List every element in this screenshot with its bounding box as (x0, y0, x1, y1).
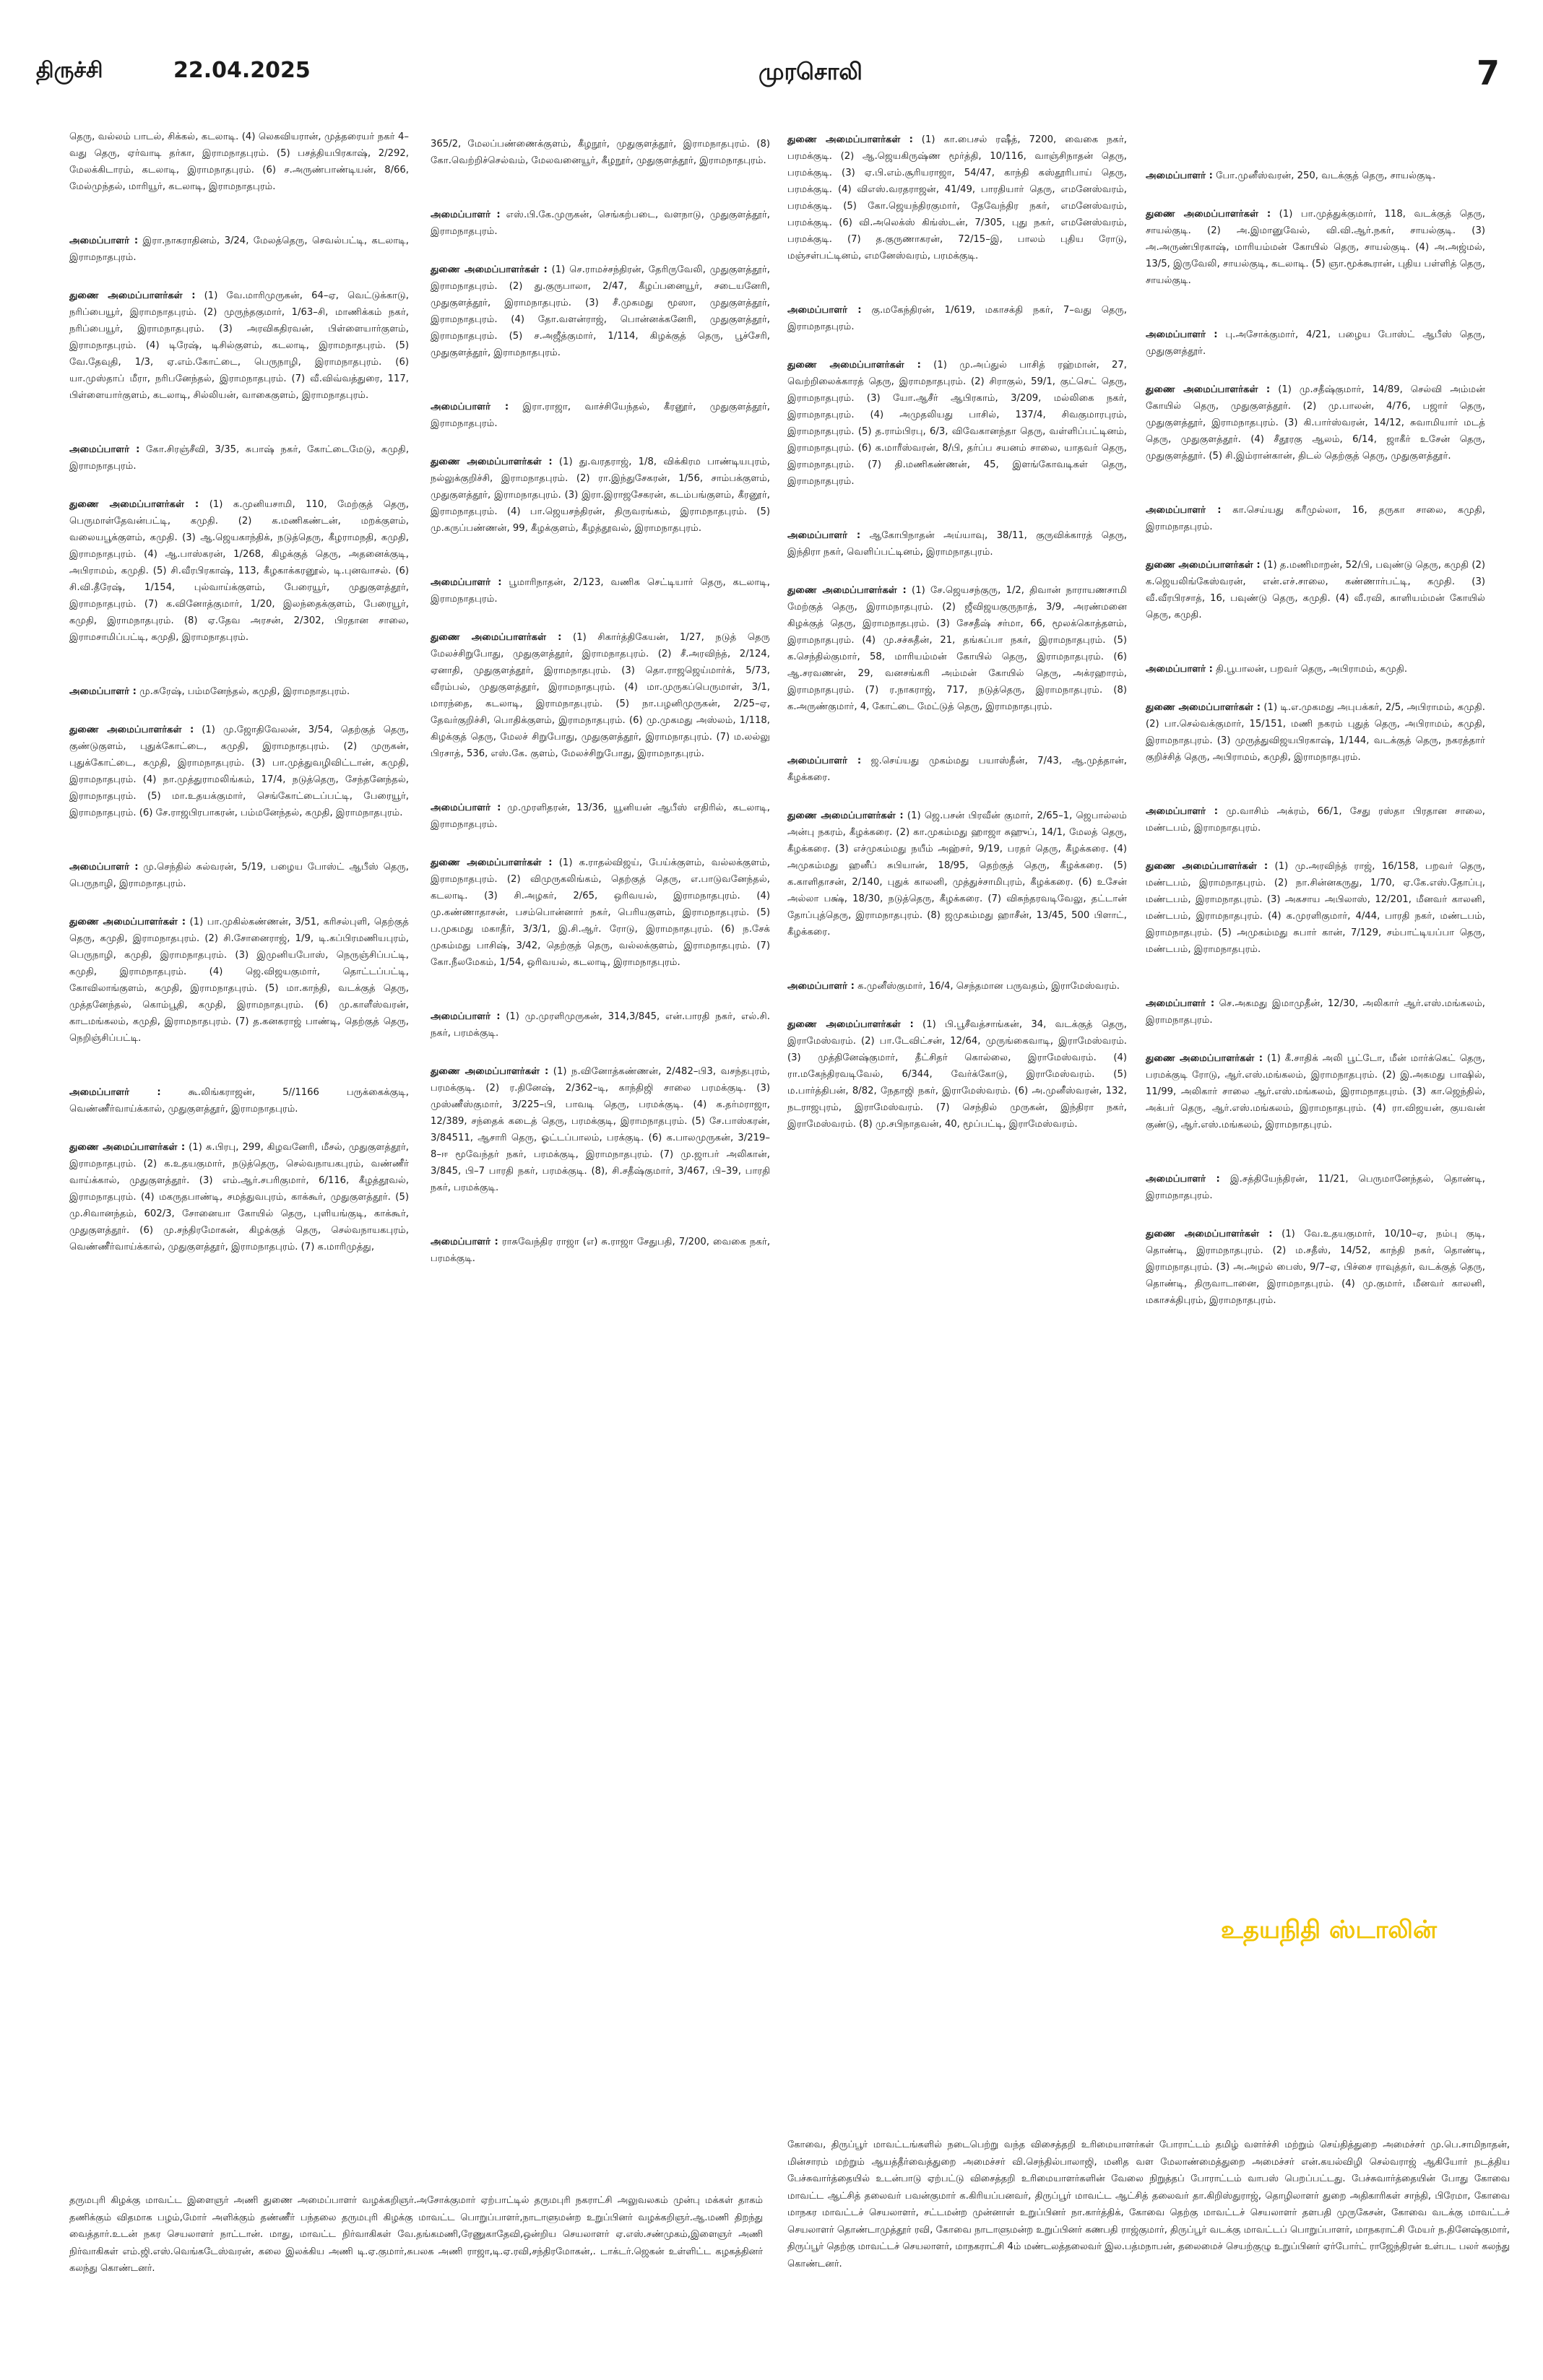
listing-paragraph: துணை அமைப்பாளர்கள் : (1) ந.வினோத்கண்ணன், 2/482–பி3, வசந்தபுரம், பரமக்குடி. (2) ர.தினேஷ், 2/362–டி, காந்திஜி சாலை பரமக்குடி. (3) முஸ்ணீஸ்குமார், 3/225–பி, பாவடி தெரு, பரமக்குடி. (4) க.தர்மராஜா, 12/389, சந்தைக் கடைத் தெரு, பரமக்குடி, இராமநாதபுரம். (5) சே.பாஸ்கரன், 3/84511, ஆசாரி தெரு, ஓட்டப்பாலம், பரக்குடி. (6) க.பாலமுருகன், 3/219–8–ஈ மூவேந்தர் நகர், பரமக்குடி, இராமநாதபுரம். (7) மு.ஜாபர் அலிகான், 3/845, பி–7 பாரதி நகர், பரமக்குடி. (8), சி.சதீஷ்குமார், 3/467, பி–39, பாரதி நகர், பரமக்குடி. (431, 1066, 770, 1193)
listing-paragraph: துணை அமைப்பாளர்கள் : (1) சிகார்த்திகேயன், 1/27, நடுத் தெரு மேலச்சிறுபோது, முதுகுளத்தூர், இராமநாதபுரம். (2) சீ.அரவிந்த், 2/124, ஏனாதி, முதுகுளத்தூர், இராமநாதபுரம். (3) தொ.ராஜஜெய்மார்க், 5/73, வீரம்பல், முதுகுளத்தூர், இராமநாதபுரம். (4) மா.முருகப்பெருமாள், 3/1, மாரந்தை, கடலாடி, இராமநாதபுரம். (5) நா.பழனிமுருகன், 2/25–ஏ, தேவர்குறிச்சி, பொதிக்குளம், இராமநாதபுரம். (6) மு.முகமது அஸ்லம், 1/118, கிழக்குத் தெரு, மேலச் சிறுபோது, முதுகுளத்தூர், இராமநாதபுரம். (7) ம.லல்லு பிரசாத், 536, எஸ்.கே. குளம், மேலச்சிறுபோது, இராமநாதபுரம். (431, 632, 770, 759)
listing-paragraph: அமைப்பாளர் : மு.வாசிம் அக்ரம், 66/1, சேது ரஸ்தா பிரதான சாலை, மண்டபம், இராமநாதபுரம். (1146, 806, 1486, 834)
listing-paragraph: துணை அமைப்பாளர்கள் : (1) பா.முத்துக்குமார், 118, வடக்குத் தெரு, சாயல்குடி. (2) அ.இமானுவேல், வி.வி.ஆர்.நகர், சாயல்குடி. (3) அ.அருண்பிரகாஷ், மாரியம்மன் கோயில் தெரு, சாயல்குடி. (4) அ.அஜ்மல், 13/5, இருவேலி, சாயல்குடி, கடலாடி. (5) ஞா.மூக்கூரான், புதிய பள்ளித் தெரு, சாயல்குடி. (1146, 209, 1486, 286)
listing-paragraph: அமைப்பாளர் : ராசுவேந்திர ராஜா (எ) சு.ராஜா சேதுபதி, 7/200, வைகை நகர், பரமக்குடி. (431, 1237, 771, 1264)
listing-paragraph: அமைப்பாளர் : ஜ.செய்யது முகம்மது பயாஸ்தீன், 7/43, ஆ.முத்தான், கீழக்கரை. (787, 756, 1128, 783)
listing-paragraph: துணை அமைப்பாளர்கள் : (1) கா.பைசல் ரஷீத், 7200, வைகை நகர், பரமக்குடி. (2) ஆ.ஜெயகிருஷ்ண மூர்த்தி, 10/116, வாஞ்சிநாதன் தெரு, பரமக்குடி. (3) ஏ.பி.எம்.சூரியராஜா, 54/47, காந்தி கஸ்தூரிபாய் தெரு, பரமக்குடி. (4) விஎஸ்.வரதராஜன், 41/49, பாரதியார் தெரு, எமனேஸ்வரம், பரமக்குடி. (5) கோ.ஜெயந்திரகுமார், தேவேந்திர நகர், எமனேஸ்வரம், பரமக்குடி. (6) வி.அலெக்ஸ் கிங்ஸ்டன், 7/305, புது நகர், எமனேஸ்வரம், பரமக்குடி. (7) த.குருணாகரன், 72/15–இ, பாலம் புதிய ரோடு, மஞ்சள்பட்டினம், எமனேஸ்வரம், பரமக்குடி. (787, 134, 1127, 261)
column-1 (69, 129, 409, 1264)
listing-paragraph: துணை அமைப்பாளர்கள் : (1) து.வரதராஜ், 1/8, விக்கிரம பாண்டியபுரம், நல்லுக்குறிச்சி, இராமநாதபுரம். (2) ரா.இந்துசேகரன், 1/56, சாம்பக்குளம், முதுகுளத்தூர், இராமநாதபுரம். (3) இரா.இராஜசேகரன், கடம்பங்குளம், கீரனூர், இராமநாதபுரம். (4) பா.ஜெயசந்திரன், திருவரங்கம், இராமநாதபுரம். (5) மு.கருப்பண்ணன், 99, கீழக்குளம், கீழத்தூவல், இராமநாதபுரம். (431, 456, 770, 534)
listing-paragraph: 365/2, மேலப்பண்ணைக்குளம், கீழநூர், முதுகுளத்தூர், இராமநாதபுரம். (8) கோ.வெற்றிச்செல்வம், மேலவனையூர், கீழநூர், முதுகுளத்தூர், இராமநாதபுரம். (431, 139, 770, 166)
listing-paragraph: துணை அமைப்பாளர்கள் : (1) வே.உதயகுமார், 10/10–ஏ, நம்பு குடி, தொண்டி, இராமநாதபுரம். (2) ம.சதீஸ், 14/52, காந்தி நகர், தொண்டி, இராமநாதபுரம். (3) அ.அழல் பைஸ், 9/7–ஏ, பிச்சை ராவுத்தர், வடக்குத் தெரு, தொண்டி, திருவாடானை, இராமநாதபுரம். (4) மு.குமார், மீனவர் காலனி, மகாசக்திபுரம், இராமநாதபுரம். (1146, 1229, 1485, 1306)
listing-paragraph: துணை அமைப்பாளர்கள் : (1) ஜெ.பசன் பிரவீன் குமார், 2/65–1, ஜெபால்லம் அன்பு நகரம், கீழக்கரை. (2) கா.முகம்மது ஹாஜா சுஹுப், 14/1, மேலத் தெரு, கீழக்கரை. (3) எச்முகம்மது நயீம் அஹ்சர், 9/19, பரதர் தெரு, கீழக்கரை. (4) அமுகம்மது ஹனீப் சுபியான், 18/95, தெற்குத் தெரு, கீழக்கரை. (5) க.காளிதாசன், 2/140, புதுக் காலனி, முத்துச்சாமிபுரம், கீழக்கரை. (6) உசேன் அல்லா பக்ஷ், 18/30, நடுத்தெரு, கீழக்கரை. (7) விசுந்தரவடிவேலு, தட்டான் தோப்புத்தெரு, இராமநாதபுரம். (8) ஜமுகம்மது ஹாசீன், 13/45, 500 பிளாட், கீழக்கரை. (787, 810, 1127, 938)
listing-paragraph: துணை அமைப்பாளர்கள் : (1) செ.ராமச்சந்திரன், தேரிருவேலி, முதுகுளத்தூர், இராமநாதபுரம். (2) து.குருபாலா, 2/47, கீழப்பனையூர், சடையனேரி, முதுகுளத்தூர், இராமநாதபுரம். (3) சீ.முகமது மூஸா, முதுகுளத்தூர், இராமநாதபுரம். (4) தோ.வளன்ராஜ், பொன்னக்கனேரி, முதுகுளத்தூர், இராமநாதபுரம். (5) ச.அஜீத்குமார், 1/114, கிழக்குத் தெரு, பூச்சேரி, முதுகுளத்தூர், இராமநாதபுரம். (431, 264, 770, 358)
listing-paragraph: துணை அமைப்பாளர்கள் : (1) க.ராதல்விஜய், பேய்க்குளம், வல்லக்குளம், இராமநாதபுரம். (2) விமுருகலிங்கம், தெற்குத் தெரு, எ.பாடுவனேந்தல், கடலாடி. (3) சி.அழகர், 2/65, ஒரிவயல், இராமநாதபுரம். (4) மு.கண்ணாதாசன், பசம்பொன்னார் நகர், பெரியகுளம், இராமநாதபுரம். (5) ப.முகமது மகாதீர், 3/3/1, இ.சி.ஆர். ரோடு, இராமநாதபுரம். (6) ந.சேக் முகம்மது பாசிஷ், 3/42, தெற்குத் தெரு, வல்லக்குளம், இராமநாதபுரம். (7) கோ.நீலமேகம், 1/54, ஒரிவயல், கடலாடி, இராமநாதபுரம். (431, 857, 771, 968)
listing-paragraph: துணை அமைப்பாளர்கள் : (1) சு.பிரபு, 299, கிழவனேரி, மீசல், முதுகுளத்தூர், இராமநாதபுரம். (2) க.உதயகுமார், நடுத்தெரு, செல்வநாயகபுரம், வண்ணீர் வாய்க்கால், முதுகுளத்தூர். (3) எம்.ஆர்.சபரிகுமார், 6/116, கீழத்தூவல், இராமநாதபுரம். (4) மகருதபாண்டி, சமத்துவபுரம், காக்கூர், முதுகுளத்தூர். (5) மு.சிவானந்தம், 602/3, சோனையா கோயில் தெரு, புளியங்குடி, காக்கூர், முதுகுளத்தூர். (6) மு.சந்திரமோகன், கிழக்குத் தெரு, செல்வநாயகபுரம், வெண்ணீர்வாய்க்கால், முதுகுளத்தூர், இராமநாதபுரம். (7) க.மாரிமுத்து, (69, 1142, 409, 1252)
listing-paragraph: அமைப்பாளர் : கா.செய்யது கரீமுல்லா, 16, தருகா சாலை, கமுதி, இராமநாதபுரம். (1146, 505, 1485, 532)
listing-paragraph: அமைப்பாளர் : கூ.லிங்கராஜன், 5//1166 பருக்கைக்குடி, வெண்ணீர்வாய்க்கால், முதுகுளத்தூர், இராமநாதபுரம். (69, 1087, 409, 1115)
signature: உதயநிதி ஸ்டாலின் (1221, 1916, 1437, 1944)
listing-paragraph: அமைப்பாளர் : மு.செந்தில் சுல்வரன், 5/19, பழைய போஸ்ட் ஆபீஸ் தெரு, பெருநாழி, இராமநாதபுரம். (69, 862, 409, 889)
listing-paragraph: அமைப்பாளர் : கு.மகேந்திரன், 1/619, மகாசக்தி நகர், 7–வது தெரு, இராமநாதபுரம். (787, 305, 1128, 332)
listing-paragraph: அமைப்பாளர் : எஸ்.பி.கே.முருகன், செங்கற்படை, வளநாடு, முதுகுளத்தூர், இராமநாதபுரம். (431, 209, 770, 237)
listing-paragraph: துணை அமைப்பாளர்கள் : (1) கீ.சாதிக் அலி பூட்டோ, மீன் மார்க்கெட் தெரு, பரமக்குடி ரோடு, ஆர்.எஸ்.மங்கலம், இராமநாதபுரம். (2) இ.அகமது பாஷில், 11/99, அலிகார் சாலை ஆர்.எஸ்.மங்கலம், இராமநாதபுரம். (3) கா.ஜெந்தில், அக்பர் தெரு, ஆர்.எஸ்.மங்கலம், இராமநாதபுரம். (4) ரா.விஜயன், குயவன் குண்டு, ஆர்.எஸ்.மங்கலம், இராமநாதபுரம். (1146, 1053, 1485, 1130)
masthead-city: திருச்சி (36, 58, 103, 83)
listing-paragraph: துணை அமைப்பாளர்கள் : (1) க.முனியசாமி, 110, மேற்குத் தெரு, பெருமாள்தேவன்பட்டி, கமுதி. (2) க.மணிகண்டன், மறக்குளம், வலையபூக்குளம், கமுதி. (3) ஆ.ஜெயகாந்திக், நடுத்தெரு, கீழராமநதி, கமுதி, இராமநாதபுரம். (4) ஆ.பாஸ்கரன், 1/268, கிழக்குத் தெரு, அதனைக்குடி, அபிராமம், கமுதி. (5) சி.வீரபிரகாஷ், 113, கீழகாக்கரனூல், டி.புனவாசல். (6) சி.வி.தீரேஷ், 1/154, புல்வாய்க்குளம், பேரையூர், முதுகுளத்தூர், இராமநாதபுரம். (7) க.வினோத்குமார், 1/20, இலந்தைக்குளம், பேரையூர், கமுதி, இராமநாதபுரம். (8) ஏ.தேவ அரசன், 2/302, பிரதான சாலை, இராமசாமிப்பட்டி, கமுதி, இராமநாதபுரம். (69, 499, 410, 643)
listing-paragraph: அமைப்பாளர் : இரா.ராஜா, வாச்சியேந்தல், கீரனூர், முதுகுளத்தூர், இராமநாதபுரம். (431, 402, 770, 429)
listing-paragraph: அமைப்பாளர் : பு.அசோக்குமார், 4/21, பழைய போஸ்ட் ஆபீஸ் தெரு, முதுகுளத்தூர். (1146, 329, 1485, 357)
photo-caption-left: தருமபுரி கிழக்கு மாவட்ட இளைஞர் அணி துணை அமைப்பாளர் வழக்கறிஞர்.அசோக்குமார் ஏற்பாட்டில் தருமபுரி நகராட்சி அலுவலகம் முன்பு மக்கள் தாகம் தணிக்கும் விதமாக பழம்,மோர் அளிக்கும் தண்ணீர் பந்தலை தருமபுரி கிழக்கு மாவட்ட பொறுப்பாளர்,நாடாளுமன்ற உறுப்பினர் வழக்கறிஞர்.ஆ.மணி திறந்து வைத்தார்.உடன் நகர செயலாளர் நாட்டான். மாது, மாவட்ட நிர்வாகிகள் வே.தங்கமணி,ரேணுகாதேவி,ஒன்றிய செயலாளர் ஏ.எஸ்.சண்முகம்,இளைஞர் அணி நிர்வாகிகள் எம்.ஜி.எஸ்.வெங்கடேஸ்வரன், கலை இலக்கிய அணி டி.ஏ.குமார்,சுபலக அணி ராஜா,டி.ஏ.ரவி,சந்திரமோகன்,. டாக்டர்.ஜெகன் உள்ளிட்ட கழகத்தினர் கலந்து கொண்டனர். (69, 2195, 763, 2274)
listing-paragraph: அமைப்பாளர் : பூமாரிநாதன், 2/123, வணிக செட்டியார் தெரு, கடலாடி, இராமநாதபுரம். (431, 577, 770, 605)
listing-paragraph: துணை அமைப்பாளர்கள் : (1) பா.முகில்கண்ணன், 3/51, கரிசல்புளி, தெற்குத் தெரு, கமுதி, இராமநாதபுரம். (2) சி.சோனைராஜ், 1/9, டி.கப்பிரமணியபுரம், பெருநாழி, கமுதி, இராமநாதபுரம். (3) இமுனியபோஸ், நெருஞ்சிப்பட்டி, கமுதி, இராமநாதபுரம். (4) ஜெ.விஜயகுமார், தொட்டப்பட்டி, கோவிலாங்குளம், கமுதி, இராமநாதபுரம். (5) மா.காந்தி, வடக்குத் தெரு, முத்தனேந்தல், கொம்பூதி, கமுதி, இராமநாதபுரம். (6) மு.காளீஸ்வரன், காடமங்கலம், கமுதி, இராமநாதபுரம். (7) த.கனகராஜ் பாண்டி, தெற்குத் தெரு, நெறிஞ்சிப்பட்டி. (69, 917, 409, 1044)
listing-paragraph: துணை அமைப்பாளர்கள் : (1) வே.மாரிமுருகன், 64–ஏ, வெட்டுக்காடு, நரிப்பையூர், இராமநாதபுரம். (2) முருந்தகுமார், 1/63–சி, மாணிக்கம் நகர், நரிப்பையூர், இராமநாதபுரம். (3) அரவிகதிரவன், பிள்ளையார்குளம், இராமநாதபுரம். (4) டிரேஷ், டிசில்குளம், கடலாடி, இராமநாதபுரம். (5) வே.தேவுதி, 1/3, ஏ.எம்.கோட்டை, பெருநாழி, இராமநாதபுரம். (6) யா.முஸ்தாப் மீரா, நரிபனேந்தல், இராமநாதபுரம். (7) வீ.விவ்வத்துரை, 117, பிள்ளையார்குளம், கடலாடி, சில்லியன், வாகைகுளம், இராமநாதபுரம். (69, 290, 409, 401)
listing-paragraph: அமைப்பாளர் : மு.முரளிதரன், 13/36, யூனியன் ஆபீஸ் எதிரில், கடலாடி, இராமநாதபுரம். (431, 802, 770, 830)
listing-paragraph: அமைப்பாளர் : க.முனீஸ்குமார், 16/4, செந்தமான பருவதம், இராமேஸ்வரம். (787, 981, 1120, 992)
listing-paragraph: துணை அமைப்பாளர்கள் : (1) சே.ஜெயசந்குரு, 1/2, திவான் நாராயணசாமி மேற்குத் தெரு, இராமநாதபுரம். (2) ஜீவிஜயகுருநாத், 3/9, அரண்மனை கிழக்குத் தெரு, இராமநாதபுரம். (3) சேசதீஷ் சர்மா, 66, மூலக்கொத்தளம், இராமநாதபுரம். (4) மு.சச்சுதீன், 21, தங்கப்பா நகர், இராமநாதபுரம். (5) க.செந்தில்குமார், 58, மாரியம்மன் கோயில் தெரு, இராமநாதபுரம். (6) ஆ.சரவணன், 29, வனசங்கரி அம்மன் கோயில் தெரு, அக்ரஹாரம், இராமநாதபுரம். (7) ர.நாகராஜ், 717, நடுத்தெரு, இராமநாதபுரம். (8) க.அருண்குமார், 4, கோட்டை மேட்டுத் தெரு, இராமநாதபுரம். (787, 585, 1127, 712)
masthead-date: 22.04.2025 (173, 58, 311, 83)
listing-paragraph: துணை அமைப்பாளர்கள் : (1) டி.எ.முகமது அபுபக்கர், 2/5, அபிராமம், கமுதி. (2) பா.செல்வக்குமார், 15/151, மணி நகரம் புதுத் தெரு, அபிராமம், கமுதி, இராமநாதபுரம். (3) முருத்துவிஜயபிரகாஷ், 1/144, வடக்குத் தெரு, நகரத்தார் குறிச்சித் தெரு, அபிராமம், கமுதி, இராமநாதபுரம். (1146, 702, 1486, 763)
page-number: 7 (1476, 53, 1500, 92)
masthead (36, 53, 1507, 97)
listing-paragraph: துணை அமைப்பாளர்கள் : (1) மு.சதீஷ்குமார், 14/89, செல்வி அம்மன் கோயில் தெரு, முதுகுளத்தூர். (2) மு.பாலன், 4/76, பஜார் தெரு, முதுகுளத்தூர், இராமநாதபுரம். (3) கி.பார்ஸ்வரன், 14/12, சுவாமியார் மடத் தெரு, முதுகுளத்தூர். (4) சீதூரகு ஆலம், 6/14, ஜாகீர் உசேன் தெரு, முதுகுளத்தூர். (5) சி.இம்ரான்கான், திடல் தெற்குத் தெரு, முதுகுளத்தூர். (1146, 384, 1486, 462)
listing-paragraph: அமைப்பாளர் : கோ.சிரஞ்சீவி, 3/35, சுபாஷ் நகர், கோட்டைமேடு, கமுதி, இராமநாதபுரம். (69, 444, 410, 472)
photo-caption-right: கோவை, திருப்பூர் மாவட்டங்களில் நடைபெற்று வந்த விசைத்தறி உரிமையாளர்கள் போராட்டம் தமிழ் வளர்ச்சி மற்றும் செய்தித்துறை அமைச்சர் மு.பெ.சாமிநாதன், மின்சாரம் மற்றும் ஆயத்தீர்வைத்துறை அமைச்சர் வி.செந்தில்பாலாஜி, மனித வள மேலாண்மைத்துறை அமைச்சர் என்.கயல்விழி செல்வராஜ் ஆகியோர் நடத்திய பேச்சுவார்த்தையில் உடன்பாடு ஏற்பட்டு விசைத்தறி உரிமையாளர்களின் வேலை நிறுத்தப் போராட்டம் வாபஸ் பெறப்பட்டது. பேச்சுவார்த்தையின் போது கோவை மாவட்ட ஆட்சித் தலைவர் பவன்குமார் க.கிரியப்பனவர், திருப்பூர் மாவட்ட ஆட்சித் தலைவர் தா.கிறிஸ்துராஜ், தொழிலாளர் துறை அதிகாரிகள் சாந்தி, பிரேமா, கோவை மாநகர மாவட்டச் செயலாளர், சட்டமன்ற முன்னாள் உறுப்பினர் நா.கார்த்திக், கோவை தெற்கு மாவட்டச் செயலாளர் தளபதி முருகேசன், கோவை வடக்கு மாவட்டச் செயலாளர் தொண்டாமுத்தூர் ரவி, கோவை நாடாளுமன்ற உறுப்பினர் கணபதி ராஜ்குமார், திருப்பூர் வடக்கு மாவட்டப் பொறுப்பாளர், மாநகராட்சி மேயர் ந.தினேஷ்குமார், திருப்பூர் தெற்கு மாவட்டச் செயலாளர், மாநகராட்சி 4ம் மண்டலத்தலைவர் இல.பத்மநாபன், தலைமைச் செயற்குழு உறுப்பினர் ஏர்போர்ட் ராஜேந்திரன் உள்பட பலர் கலந்து கொண்டனர். (787, 2139, 1510, 2269)
listing-paragraph: அமைப்பாளர் : மு.சுரேஷ், பம்மனேந்தல், கமுதி, இராமநாதபுரம். (69, 686, 350, 697)
listing-paragraph: அமைப்பாளர் : போ.முனீஸ்வரன், 250, வடக்குத் தெரு, சாயல்குடி. (1146, 170, 1436, 181)
listing-paragraph: அமைப்பாளர் : செ.அகமது இமாமுதீன், 12/30, அலிகார் ஆர்.எஸ்.மங்கலம், இராமநாதபுரம். (1146, 998, 1485, 1026)
listing-paragraph: அமைப்பாளர் : தி.பூபாலன், பறவர் தெரு, அபிராமம், கமுதி. (1146, 664, 1408, 675)
listing-paragraph: துணை அமைப்பாளர்கள் : (1) மு.அப்துல் பாசித் ரஹ்மான், 27, வெற்றிலைக்காரத் தெரு, இராமநாதபுரம். (2) சிராகுல், 59/1, குட்செட் தெரு, இராமநாதபுரம். (3) யோ.ஆசீர் ஆபிரகாம், 3/209, மல்லிகை நகர், இராமநாதபுரம். (4) அமுதலியது பாசில், 137/4, சிவகுமாரபுரம், இராமநாதபுரம். (5) த.ராம்பிரபு, 6/3, விவேகானந்தா தெரு, வள்ளிப்பட்டினம், இராமநாதபுரம். (6) க.மாரீஸ்வரன், 8/பி, தர்ப்ப சயனம் சாலை, யாதவர் தெரு, இராமநாதபுரம். (7) தி.மணிகண்ணன், 45, இளங்கோவடிகள் தெரு, இராமநாதபுரம். (787, 360, 1127, 487)
listing-paragraph: அமைப்பாளர் : இரா.நாகராதினம், 3/24, மேலத்தெரு, செவல்பட்டி, கடலாடி, இராமநாதபுரம். (69, 235, 409, 263)
column-4 (1146, 168, 1485, 1317)
listing-paragraph: அமைப்பாளர் : ஆகோபிநாதன் அய்யாவு, 38/11, குருவிக்காரத் தெரு, இந்திரா நகர், வெளிப்பட்டினம், இராமநாதபுரம். (787, 530, 1127, 558)
listing-paragraph: அமைப்பாளர் : இ.சத்தியேந்திரன், 11/21, பெருமானேந்தல், தொண்டி, இராமநாதபுரம். (1146, 1174, 1485, 1201)
listing-paragraph: துணை அமைப்பாளர்கள் : (1) மு.அரவிந்த் ராஜ், 16/158, பறவர் தெரு, மண்டபம், இராமநாதபுரம். (2) நா.சின்னகருது, 1/70, ஏ.கே.எஸ்.தோப்பு, மண்டபம், இராமநாதபுரம். (3) அகசாய அபிலாஸ், 12/201, மீனவர் காலனி, மண்டபம், இராமநாதபுரம். (4) க.முரளிகுமார், 4/44, பாரதி நகர், மண்டபம், இராமநாதபுரம். (5) அமுகம்மது சுபார் கான், 7/129, சம்பாட்டியப்பா தெரு, மண்டபம், இராமநாதபுரம். (1146, 861, 1485, 955)
column-2 (431, 136, 770, 1289)
column-3 (787, 131, 1127, 1141)
masthead-paper-name: முரசொலி (758, 58, 863, 85)
listing-paragraph: துணை அமைப்பாளர்கள் : (1) த.மணிமாறன், 52/பி, பவுண்டு தெரு, கமுதி (2) க.ஜெயலிங்கேஸ்வரன், என்.எச்.சாலை, கண்ணார்பட்டி, கமுதி. (3) வீ.வீரபிரசாத், 16, பவுண்டு தெரு, கமுதி. (4) வீ.ரவி, காளியம்மன் கோயில் தெரு, கமுதி. (1146, 560, 1485, 620)
listing-paragraph: துணை அமைப்பாளர்கள் : (1) மு.ஜோதிவேலன், 3/54, தெற்குத் தெரு, குண்டுகுளம், புதுக்கோட்டை, கமுதி, இராமநாதபுரம். (2) முருகன், புதுக்கோட்டை, கமுதி, இராமநாதபுரம். (3) பா.முத்துவழிவிட்டான், கமுதி, இராமநாதபுரம். (4) நா.முத்துராமலிங்கம், 17/4, நடுத்தெரு, சேந்தனேந்தல், இராமநாதபுரம். (5) மா.உதயக்குமார், செங்கோட்டைப்பட்டி, பேரையூர், இராமநாதபுரம். (6) சே.ராஜபிரபாகரன், பம்மனேந்தல், கமுதி, இராமநாதபுரம். (69, 724, 409, 818)
listing-paragraph: துணை அமைப்பாளர்கள் : (1) பி.பூசீவத்சாங்கன், 34, வடக்குத் தெரு, இராமேஸ்வரம். (2) பா.டேவிட்சன், 12/64, முருங்கைவாடி, இராமேஸ்வரம். (3) முத்தினேஷ்குமார், தீட்சிதர் கொல்லை, இராமேஸ்வரம். (4) ரா.மகேந்திரவடிவேல், 6/344, வேர்க்கோடு, இராமேஸ்வரம். (5) ம.பார்த்திபன், 8/82, நேதாஜி நகர், இராமேஸ்வரம். (6) அ.முனீஸ்வரன், 132, நடராஜபுரம், இராமேஸ்வரம். (7) செந்தில் முருகன், இந்திரா நகர், இராமேஸ்வரம். (8) மு.சபிநாதவன், 40, மூப்பட்டி, இராமேஸ்வரம். (787, 1019, 1127, 1130)
listing-paragraph: தெரு, வல்லம் பாடல், சிக்கல், கடலாடி. (4) லெகவியரான், முத்தரையர் நகர் 4–வது தெரு, ஏர்வாடி தர்கா, இராமநாதபுரம். (5) பசத்தியபிரகாஷ், 2/292, மேலக்கிடாரம், கடலாடி, இராமநாதபுரம். (6) ச.அருண்பாண்டியன், 8/66, மேல்முந்தல், மாரியூர், கடலாடி, இராமநாதபுரம். (69, 131, 409, 192)
listing-paragraph: அமைப்பாளர் : (1) மு.முரளிமுருகன், 314,3/845, என்.பாரதி நகர், எல்.சி. நகர், பரமக்குடி. (431, 1011, 770, 1039)
